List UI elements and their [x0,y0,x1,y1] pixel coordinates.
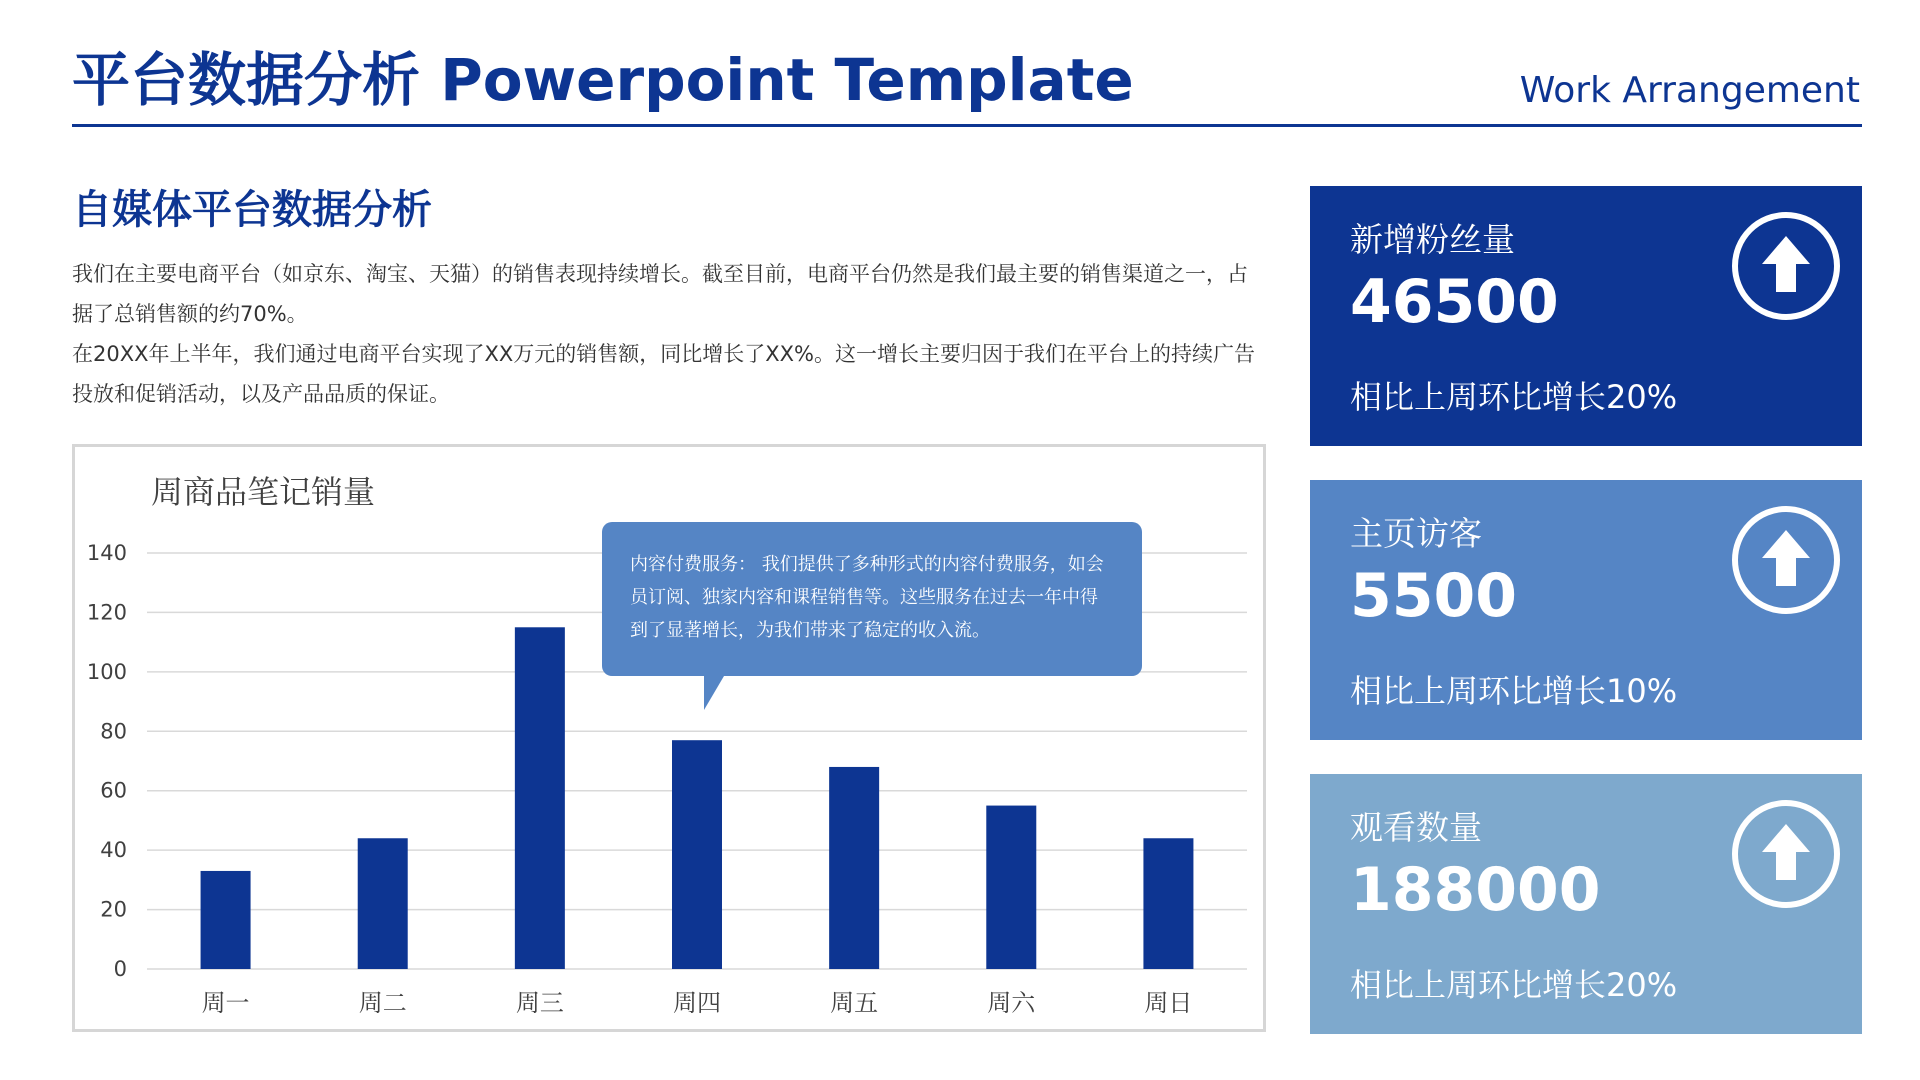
x-tick-label: 周四 [673,989,721,1017]
y-tick-label: 80 [100,719,127,744]
stat-label: 观看数量 [1350,808,1482,847]
body-text [72,254,1262,414]
y-tick-label: 0 [113,957,127,981]
callout-pointer [704,676,724,710]
bar [1143,838,1193,969]
stat-card-new-followers [1310,186,1862,446]
stat-value: 46500 [1350,267,1559,337]
chart-title: 周商品笔记销量 [151,473,376,511]
bar [672,740,722,969]
y-tick-label: 20 [100,897,127,922]
bar [201,871,251,969]
y-tick-label: 100 [86,659,127,684]
x-tick-label: 周一 [201,989,250,1017]
stat-value: 188000 [1350,855,1601,925]
stat-card-view-count [1310,774,1862,1034]
x-tick-label: 周二 [358,989,407,1017]
stat-label: 新增粉丝量 [1350,220,1515,259]
callout-text: 内容付费服务： 我们提供了多种形式的内容付费服务，如会员订阅、独家内容和课程销售等。这些服务在过去一年中得到了显著增长，为我们带来了稳定的收入流。 [630,554,1104,641]
x-tick-label: 周三 [515,989,564,1017]
stat-value: 5500 [1350,561,1517,631]
arrow-up-circle-icon [1730,798,1842,910]
stat-label: 主页访客 [1350,514,1482,553]
callout-bubble [602,522,1142,676]
stat-change: 相比上周环比增长20% [1350,378,1678,416]
header-divider [72,124,1862,127]
x-tick-label: 周日 [1144,989,1193,1017]
bar [358,838,408,969]
section-tag: Work Arrangement [1519,70,1860,111]
y-tick-label: 40 [100,838,127,863]
stat-change: 相比上周环比增长20% [1350,966,1678,1004]
page-title: 平台数据分析 Powerpoint Template [72,46,1134,114]
stat-card-homepage-visitors [1310,480,1862,740]
y-tick-label: 60 [100,778,127,803]
section-title: 自媒体平台数据分析 [72,187,432,233]
x-tick-label: 周五 [830,989,879,1017]
body-paragraph-1: 我们在主要电商平台（如京东、淘宝、天猫）的销售表现持续增长。截至目前，电商平台仍然是我们最主要的销售渠道之一，占据了总销售额的约70%。 [72,262,1248,326]
x-tick-label: 周六 [987,989,1036,1017]
y-tick-label: 140 [86,541,127,565]
bar [515,627,565,969]
arrow-up-circle-icon [1730,504,1842,616]
bar [829,767,879,969]
arrow-up-circle-icon [1730,210,1842,322]
y-tick-label: 120 [86,600,127,625]
body-paragraph-2: 在20XX年上半年，我们通过电商平台实现了XX万元的销售额，同比增长了XX%。这一增长主要归因于我们在平台上的持续广告投放和促销活动，以及产品品质的保证。 [72,342,1255,406]
stat-change: 相比上周环比增长10% [1350,672,1678,710]
bar [986,806,1036,969]
